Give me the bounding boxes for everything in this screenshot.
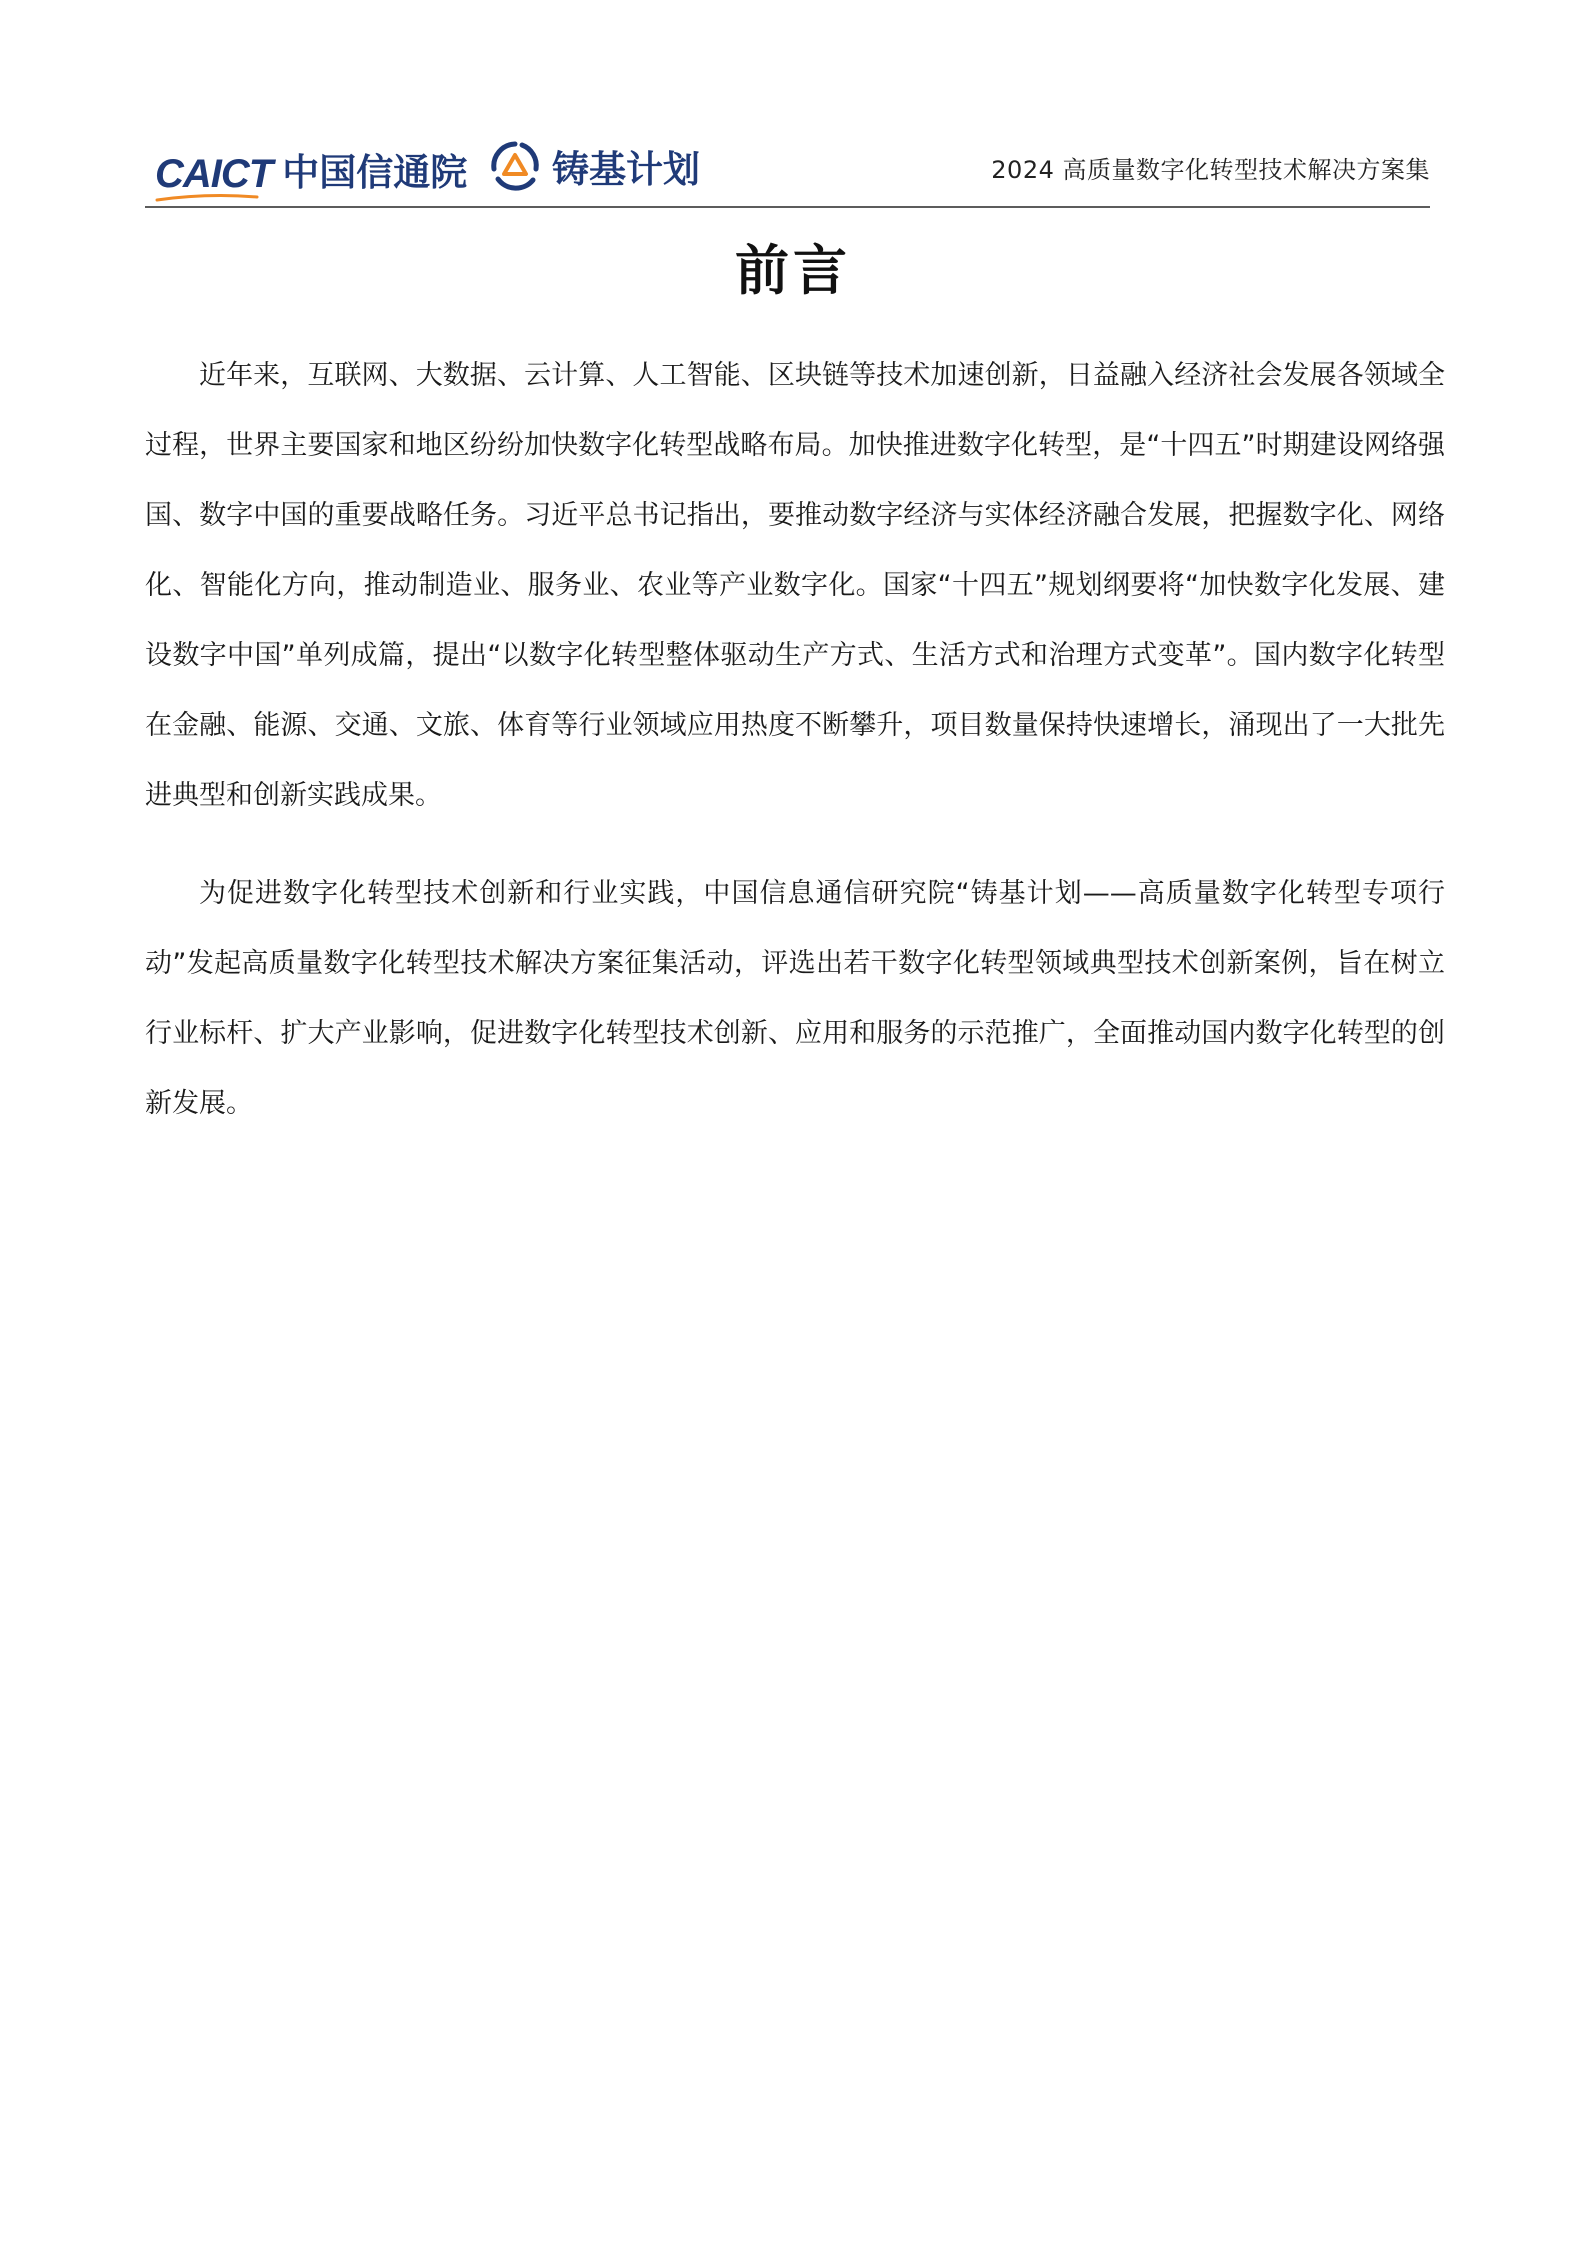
caict-wordmark-text: CAICT	[155, 152, 273, 196]
caict-chinese-name: 中国信通院	[282, 151, 468, 194]
caict-wordmark	[155, 154, 272, 194]
zhuji-emblem-icon	[490, 141, 540, 191]
zhuji-logo-text: 铸基计划	[552, 148, 700, 191]
page-header	[145, 130, 1430, 206]
caict-swoosh-icon	[155, 194, 259, 202]
report-title: 2024 高质量数字化转型技术解决方案集	[991, 156, 1430, 184]
paragraph: 为促进数字化转型技术创新和行业实践，中国信息通信研究院“铸基计划——高质量数字化转型专项行动”发起高质量数字化转型技术解决方案征集活动，评选出若干数字化转型领域典型技术创新案例，旨在树立行业标杆、扩大产业影响，促进数字化转型技术创新、应用和服务的示范推广，全面推动国内数字化转型的创新发展。	[145, 878, 1445, 1119]
caict-logo	[155, 142, 467, 194]
header-divider	[145, 206, 1430, 208]
preface-body	[145, 341, 1445, 1139]
paragraph: 近年来，互联网、大数据、云计算、人工智能、区块链等技术加速创新，日益融入经济社会发展各领域全过程，世界主要国家和地区纷纷加快数字化转型战略布局。加快推进数字化转型，是“十四五”时期建设网络强国、数字中国的重要战略任务。习近平总书记指出，要推动数字经济与实体经济融合发展，把握数字化、网络化、智能化方向，推动制造业、服务业、农业等产业数字化。国家“十四五”规划纲要将“加快数字化发展、建设数字中国”单列成篇，提出“以数字化转型整体驱动生产方式、生活方式和治理方式变革”。国内数字化转型在金融、能源、交通、文旅、体育等行业领域应用热度不断攀升，项目数量保持快速增长，涌现出了一大批先进典型和创新实践成果。	[145, 360, 1445, 811]
zhuji-logo	[490, 138, 700, 194]
page-title: 前言	[735, 239, 851, 302]
